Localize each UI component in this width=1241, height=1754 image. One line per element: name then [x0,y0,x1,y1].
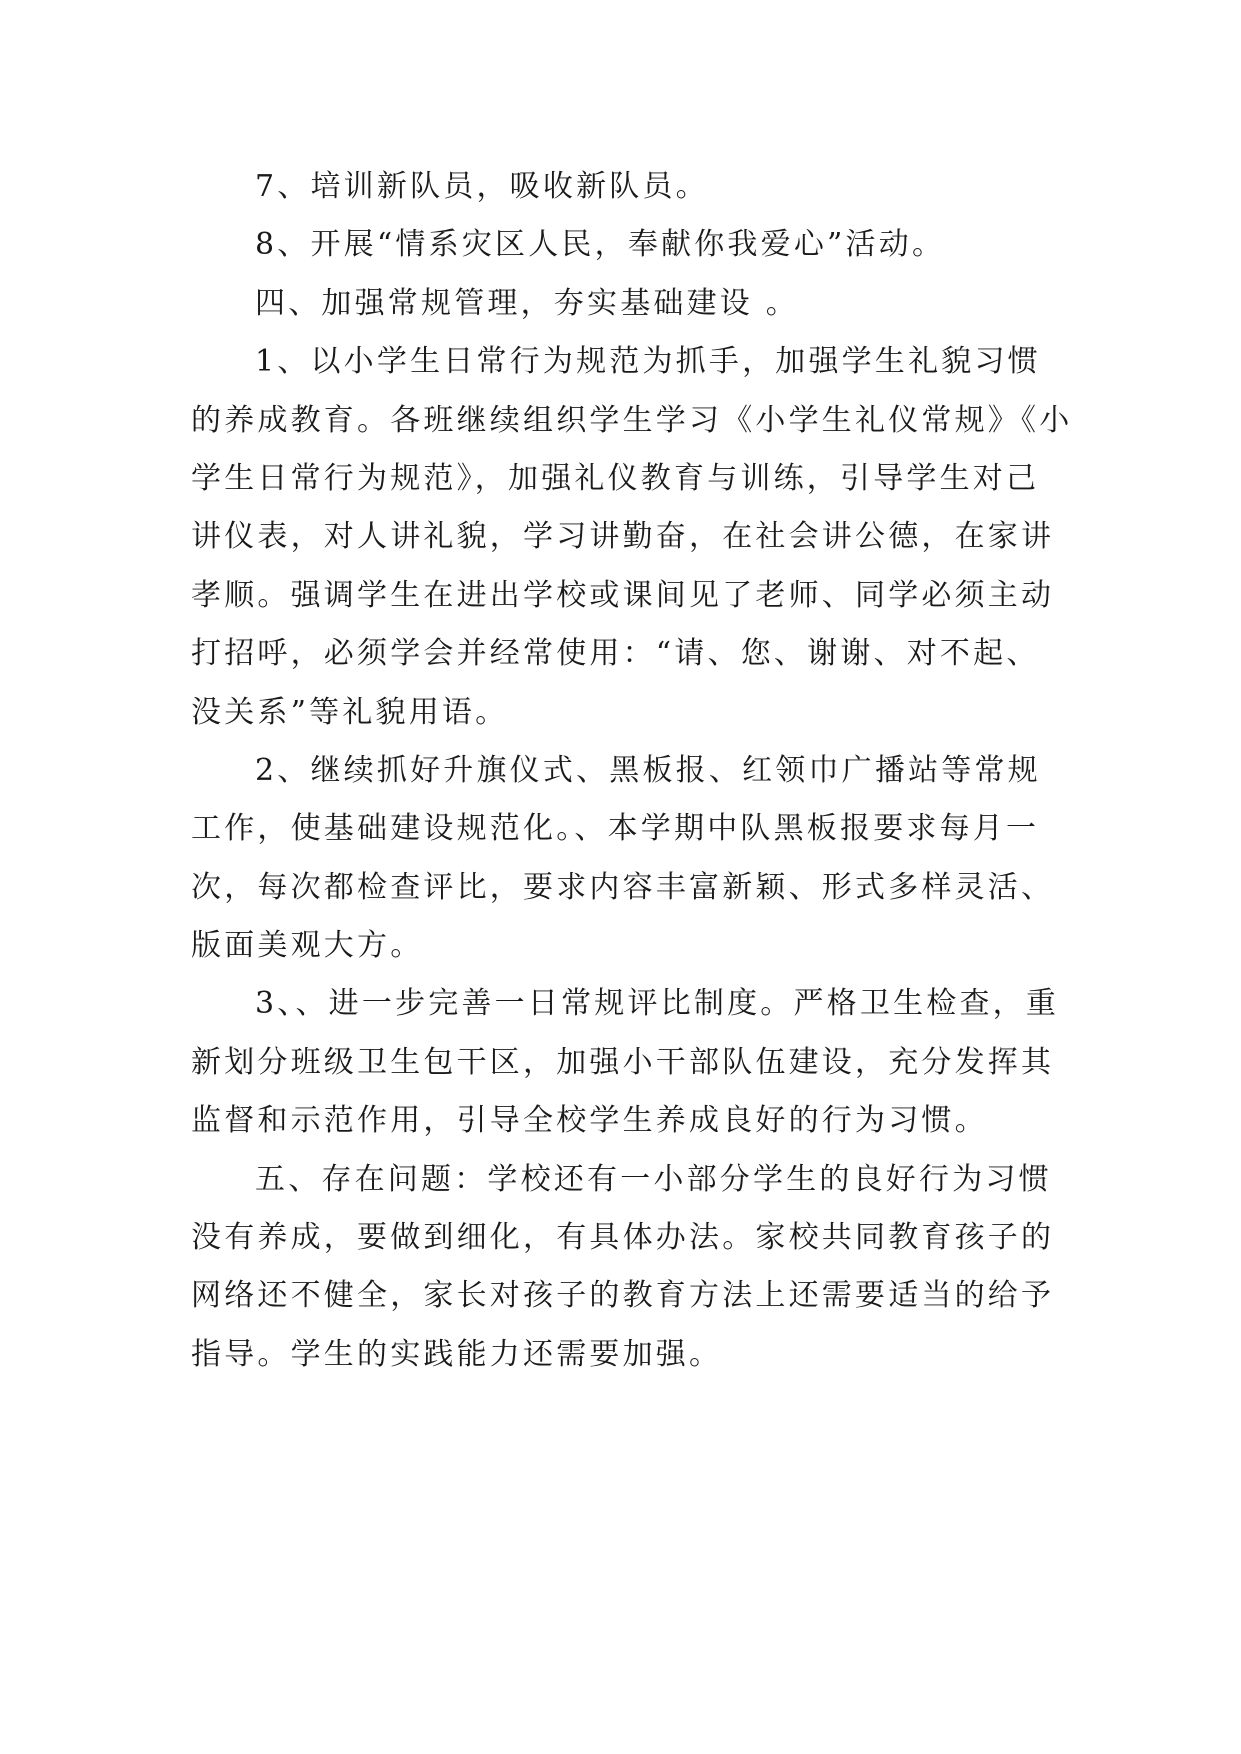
text-line: 1、以小学生日常行为规范为抓手，加强学生礼貌习惯 [255,344,1041,380]
text-line: 次，每次都检查评比，要求内容丰富新颖、形式多样灵活、 [191,869,1055,905]
text-line: 版面美观大方。 [191,928,424,964]
text-line: 没有养成，要做到细化，有具体办法。家校共同教育孩子的 [191,1220,1055,1256]
text-line: 打招呼，必须学会并经常使用：“请、您、谢谢、对不起、 [191,636,1040,672]
text-line: 监督和示范作用，引导全校学生养成良好的行为习惯。 [191,1103,988,1139]
document-body [191,158,1073,1384]
text-line: 工作，使基础建设规范化。、本学期中队黑板报要求每月一 [191,811,1040,847]
text-line: 没关系”等礼貌用语。 [191,694,509,730]
text-line: 8、开展“情系灾区人民，奉献你我爱心”活动。 [255,227,946,263]
text-line: 学生日常行为规范》，加强礼仪教育与训练，引导学生对己 [191,460,1040,496]
text-line: 网络还不健全，家长对孩子的教育方法上还需要适当的给予 [191,1278,1055,1314]
text-line: 的养成教育。各班继续组织学生学习《小学生礼仪常规》《小 [191,402,1073,438]
text-line: 2、继续抓好升旗仪式、黑板报、红领巾广播站等常规 [255,752,1041,788]
text-line: 指导。学生的实践能力还需要加强。 [191,1336,723,1372]
text-line: 孝顺。强调学生在进出学校或课间见了老师、同学必须主动 [191,577,1055,613]
text-line: 五、存在问题：学校还有一小部分学生的良好行为习惯 [255,1161,1052,1197]
text-line: 四、加强常规管理，夯实基础建设 。 [255,285,799,321]
text-line: 3、、进一步完善一日常规评比制度。严格卫生检查，重 [255,986,1060,1022]
text-line: 7、培训新队员，吸收新队员。 [255,169,709,204]
text-line: 新划分班级卫生包干区，加强小干部队伍建设，充分发挥其 [191,1044,1055,1080]
text-line: 讲仪表，对人讲礼貌，学习讲勤奋，在社会讲公德，在家讲 [191,519,1055,555]
